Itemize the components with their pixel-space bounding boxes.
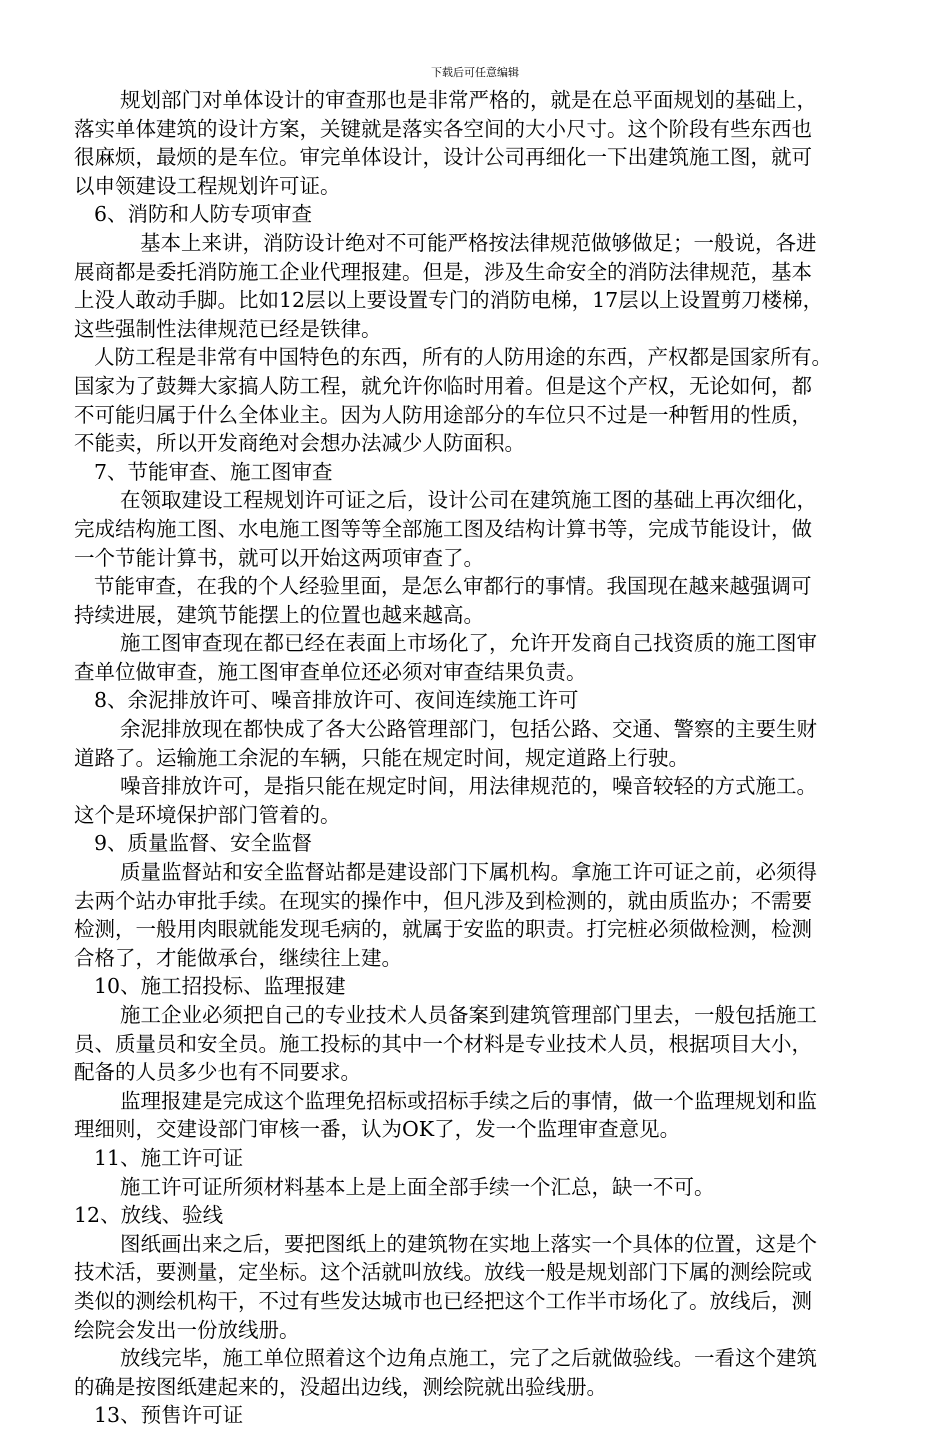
text-line: 9、质量监督、安全监督 — [94, 831, 313, 856]
text-line: 国家为了鼓舞大家搞人防工程，就允许你临时用着。但是这个产权，无论如何，都 — [74, 373, 812, 398]
text-line: 员、质量员和安全员。施工投标的其中一个材料是专业技术人员，根据项目大小， — [74, 1031, 812, 1056]
text-line: 人防工程是非常有中国特色的东西，所有的人防用途的东西，产权都是国家所有。 — [94, 345, 832, 370]
text-line: 去两个站办审批手续。在现实的操作中，但凡涉及到检测的，就由质监办；不需要 — [74, 888, 812, 913]
text-line: 理细则，交建设部门审核一番，认为OK了，发一个监理审查意见。 — [74, 1117, 681, 1142]
text-line: 规划部门对单体设计的审查那也是非常严格的，就是在总平面规划的基础上， — [120, 88, 817, 112]
text-line: 基本上来讲，消防设计绝对不可能严格按法律规范做够做足；一般说，各进 — [140, 230, 817, 255]
text-line: 6、消防和人防专项审查 — [94, 202, 313, 227]
text-line: 余泥排放现在都快成了各大公路管理部门，包括公路、交通、警察的主要生财 — [120, 717, 817, 742]
text-line: 查单位做审查，施工图审查单位还必须对审查结果负责。 — [74, 659, 587, 684]
text-line: 不能卖，所以开发商绝对会想办法减少人防面积。 — [74, 431, 525, 456]
text-line: 完成结构施工图、水电施工图等等全部施工图及结构计算书等，完成节能设计，做 — [74, 516, 812, 541]
document-body — [74, 86, 886, 1430]
text-line: 施工企业必须把自己的专业技术人员备案到建筑管理部门里去，一般包括施工 — [120, 1003, 817, 1027]
text-line: 技术活，要测量，定坐标。这个活就叫放线。放线一般是规划部门下属的测绘院或 — [74, 1260, 812, 1285]
text-line: 落实单体建筑的设计方案，关键就是落实各空间的大小尺寸。这个阶段有些东西也 — [74, 116, 812, 141]
text-line: 噪音排放许可，是指只能在规定时间，用法律规范的，噪音较轻的方式施工。 — [120, 774, 817, 799]
text-line: 展商都是委托消防施工企业代理报建。但是，涉及生命安全的消防法律规范，基本 — [74, 259, 812, 284]
text-line: 施工许可证所须材料基本上是上面全部手续一个汇总，缺一不可。 — [120, 1174, 715, 1199]
text-line: 类似的测绘机构干，不过有些发达城市也已经把这个工作半市场化了。放线后，测 — [74, 1288, 812, 1313]
text-line: 绘院会发出一份放线册。 — [74, 1317, 300, 1342]
text-line: 监理报建是完成这个监理免招标或招标手续之后的事情，做一个监理规划和监 — [120, 1088, 817, 1113]
text-line: 持续进展，建筑节能摆上的位置也越来越高。 — [74, 602, 484, 627]
text-line: 配备的人员多少也有不同要求。 — [74, 1060, 361, 1085]
text-line: 节能审查，在我的个人经验里面，是怎么审都行的事情。我国现在越来越强调可 — [94, 574, 812, 599]
text-line: 这些强制性法律规范已经是铁律。 — [74, 316, 382, 341]
text-line: 以申领建设工程规划许可证。 — [74, 173, 341, 198]
text-line: 7、节能审查、施工图审查 — [94, 459, 333, 484]
text-line: 10、施工招投标、监理报建 — [94, 974, 346, 999]
text-line: 的确是按图纸建起来的，没超出边线，测绘院就出验线册。 — [74, 1374, 607, 1399]
text-line: 道路了。运输施工余泥的车辆，只能在规定时间，规定道路上行驶。 — [74, 745, 689, 770]
text-line: 质量监督站和安全监督站都是建设部门下属机构。拿施工许可证之前，必须得 — [120, 860, 817, 885]
text-line: 图纸画出来之后，要把图纸上的建筑物在实地上落实一个具体的位置，这是个 — [120, 1231, 817, 1256]
text-line: 一个节能计算书，就可以开始这两项审查了。 — [74, 545, 484, 570]
page-header: 下载后可任意编辑 — [431, 66, 519, 79]
text-line: 很麻烦，最烦的是车位。审完单体设计，设计公司再细化一下出建筑施工图，就可 — [74, 145, 812, 170]
text-line: 施工图审查现在都已经在表面上市场化了，允许开发商自己找资质的施工图审 — [120, 631, 817, 656]
text-line: 在领取建设工程规划许可证之后，设计公司在建筑施工图的基础上再次细化， — [120, 488, 817, 513]
text-line: 放线完毕，施工单位照着这个边角点施工，完了之后就做验线。一看这个建筑 — [120, 1346, 817, 1371]
text-line: 不可能归属于什么全体业主。因为人防用途部分的车位只不过是一种暂用的性质， — [74, 402, 812, 427]
text-line: 这个是环境保护部门管着的。 — [74, 802, 341, 827]
text-line: 8、余泥排放许可、噪音排放许可、夜间连续施工许可 — [94, 688, 579, 713]
text-line: 11、施工许可证 — [94, 1145, 244, 1170]
text-line: 上没人敢动手脚。比如12层以上要设置专门的消防电梯，17层以上设置剪刀楼梯， — [74, 288, 824, 313]
text-line: 12、放线、验线 — [74, 1203, 224, 1228]
text-line: 13、预售许可证 — [94, 1403, 244, 1428]
text-line: 检测，一般用肉眼就能发现毛病的，就属于安监的职责。打完桩必须做检测，检测 — [74, 917, 812, 942]
text-line: 合格了，才能做承台，继续往上建。 — [74, 945, 402, 970]
